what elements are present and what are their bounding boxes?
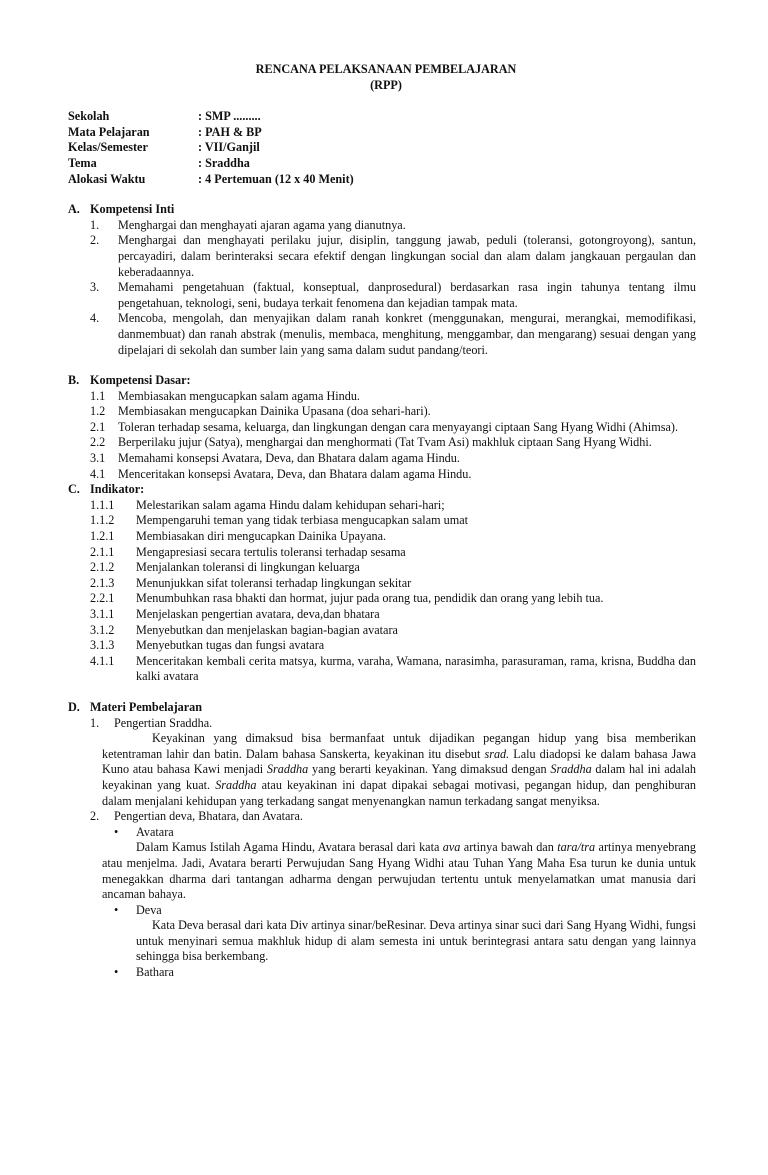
text-run: yang berarti keyakinan. Yang dimaksud dengan <box>308 762 551 777</box>
identity-label: Tema <box>68 155 97 170</box>
list-item <box>68 420 696 436</box>
text-run: Keyakinan yang dimaksud bisa bermanfaat untuk dijadikan pegangan hidup yang bisa memberikan ketentraman lahir dan batin. Dalam bahasa Sanskerta, keyakinan itu disebut <box>102 731 696 761</box>
item-text: Pengertian deva, Bhatara, dan Avatara. <box>114 809 303 824</box>
item-text: Toleran terhadap sesama, keluarga, dan lingkungan dengan cara menyayangi ciptaan Sang Hyang Widhi (Ahimsa). <box>118 419 678 434</box>
item-number: 3.1 <box>90 451 106 466</box>
item-text: Pengertian Sraddha. <box>114 715 213 730</box>
document-page <box>68 62 696 981</box>
list-item <box>68 218 696 234</box>
item-number: 2.1 <box>90 419 106 434</box>
bullet-deva <box>68 903 696 919</box>
item-text: Membiasakan mengucapkan salam agama Hindu. <box>118 388 360 403</box>
list-item <box>68 280 696 311</box>
item-number: 2.1.3 <box>90 575 115 590</box>
italic-term: Sraddha <box>215 777 257 792</box>
list-item <box>68 576 696 592</box>
list-item <box>68 529 696 545</box>
bullet-icon: • <box>114 965 119 980</box>
bullet-label: Deva <box>136 902 162 917</box>
identity-row-kelas <box>68 140 696 156</box>
list-item <box>68 451 696 467</box>
identity-value: : SMP ......... <box>198 109 261 124</box>
list-item <box>68 591 696 607</box>
item-number: 1.2.1 <box>90 529 115 544</box>
item-text: Menunjukkan sifat toleransi terhadap lingkungan sekitar <box>136 575 412 590</box>
item-text: Membiasakan mengucapkan Dainika Upasana (doa sehari-hari). <box>118 404 431 419</box>
item-number: 4.1.1 <box>90 653 115 668</box>
identity-row-sekolah <box>68 109 696 125</box>
italic-term: ava <box>442 840 461 855</box>
section-title: Materi Pembelajaran <box>90 699 203 714</box>
item-number: 1.1 <box>90 388 106 403</box>
title-line-2: (RPP) <box>370 77 402 92</box>
bullet-bathara <box>68 965 696 981</box>
item-number: 2. <box>90 809 100 824</box>
section-d-heading <box>68 700 696 716</box>
item-text: Memahami pengetahuan (faktual, konseptual, danprosedural) berdasarkan rasa ingin tahunya tentang ilmu pengetahuan, teknologi, seni, budaya terkait fenomena dan kejadian tampak mata. <box>118 280 696 310</box>
identity-value: : Sraddha <box>198 155 250 170</box>
section-c-heading <box>68 482 696 498</box>
italic-term: Sraddha <box>550 762 592 777</box>
item-text: Memahami konsepsi Avatara, Deva, dan Bhatara dalam agama Hindu. <box>118 451 460 466</box>
identity-value: : VII/Ganjil <box>198 140 260 155</box>
text-run: Kata Deva berasal dari kata Div artinya sinar/beResinar. Deva artinya sinar suci dari Sang Hyang Widhi, fungsi untuk menyinari semua makhluk hidup di alam semesta ini untuk berintegrasi antara satu dengan yang lainnya sehingga bisa berkembang. <box>136 918 696 964</box>
text-run: artinya bawah dan <box>460 840 558 855</box>
item-number: 3.1.2 <box>90 622 115 637</box>
bullet-icon: • <box>114 902 119 917</box>
section-letter: B. <box>68 373 80 388</box>
bullet-icon: • <box>114 824 119 839</box>
list-item <box>68 513 696 529</box>
item-text: Melestarikan salam agama Hindu dalam kehidupan sehari-hari; <box>136 497 445 512</box>
identity-row-mapel <box>68 125 696 141</box>
paragraph-deva <box>68 918 696 965</box>
item-number: 1.2 <box>90 404 106 419</box>
identity-label: Kelas/Semester <box>68 140 148 155</box>
identity-row-tema <box>68 156 696 172</box>
text-run: artinya menyebrang atau menjelma. Jadi, Avatara berarti Perwujudan Sang Hyang Widhi atau Tuhan Yang Maha Esa turun ke dunia untuk menegakkan dharma dari tantangan adharma dengan perwujudan tertentu untuk menyelamatkan umat manusia dari ancaman bahaya. <box>102 840 696 902</box>
item-text: Menceritakan konsepsi Avatara, Deva, dan Bhatara dalam agama Hindu. <box>118 466 472 481</box>
list-item <box>68 233 696 280</box>
subsection-heading <box>68 809 696 825</box>
list-item <box>68 498 696 514</box>
identity-label: Sekolah <box>68 109 110 124</box>
list-item <box>68 654 696 685</box>
identity-value: : PAH & BP <box>198 124 262 139</box>
text-run: Lalu diadopsi ke dalam bahasa Jawa Kuno atau bahasa Kawi menjadi <box>102 746 697 777</box>
text-run: dalam hal ini adalah keyakinan yang kuat. <box>102 762 696 792</box>
list-item <box>68 607 696 623</box>
item-number: 2.2 <box>90 435 106 450</box>
item-number: 2.1.2 <box>90 560 115 575</box>
item-number: 2.1.1 <box>90 544 115 559</box>
item-number: 4.1 <box>90 466 106 481</box>
item-number: 3.1.3 <box>90 638 115 653</box>
list-item <box>68 467 696 483</box>
text-run: atau keyakinan ini dapat dipakai sebagai motivasi, pegangan hidup, dan penghiburan dalam menjalani kehidupan yang terkadang sangat menyenangkan namun terkadang sangat menyiksa. <box>102 777 696 808</box>
section-letter: D. <box>68 699 80 714</box>
item-text: Menceritakan kembali cerita matsya, kurma, varaha, Wamana, narasimha, parasuraman, rama, krisna, Buddha dan kalki avatara <box>136 653 696 684</box>
list-item <box>68 404 696 420</box>
item-text: Mempengaruhi teman yang tidak terbiasa mengucapkan salam umat <box>136 513 468 528</box>
title-line-1: RENCANA PELAKSANAAN PEMBELAJARAN <box>255 62 517 76</box>
item-number: 3. <box>90 280 100 295</box>
item-number: 1.1.1 <box>90 497 115 512</box>
list-item <box>68 623 696 639</box>
section-b-heading <box>68 373 696 389</box>
identity-value: : 4 Pertemuan (12 x 40 Menit) <box>198 171 354 186</box>
item-number: 3.1.1 <box>90 607 115 621</box>
paragraph-sraddha <box>68 731 696 809</box>
item-text: Mencoba, mengolah, dan menyajikan dalam ranah konkret (menggunakan, mengurai, merangkai, memodifikasi, danmembuat) dan ranah abstrak (menulis, membaca, menghitung, menggambar, dan mengarang) sesuai dengan yang dipelajari di sekolah dan sumber lain yang sama dalam sudut pandang/teori. <box>118 311 696 357</box>
document-title <box>68 62 696 93</box>
italic-term: srad. <box>484 746 510 761</box>
bullet-label: Avatara <box>136 824 174 839</box>
item-text: Menjalankan toleransi di lingkungan keluarga <box>136 560 360 575</box>
item-text: Berperilaku jujur (Satya), menghargai dan menghormati (Tat Tvam Asi) makhluk ciptaan Sang Hyang Widhi. <box>118 435 652 450</box>
identity-table <box>68 109 696 187</box>
identity-label: Alokasi Waktu <box>68 171 146 186</box>
item-text: Menjelaskan pengertian avatara, deva,dan bhatara <box>136 607 380 621</box>
item-text: Menyebutkan dan menjelaskan bagian-bagian avatara <box>136 622 398 637</box>
identity-label: Mata Pelajaran <box>68 124 150 139</box>
italic-term: Sraddha <box>266 762 309 777</box>
identity-row-alokasi <box>68 172 696 188</box>
list-item <box>68 435 696 451</box>
item-text: Menumbuhkan rasa bhakti dan hormat, jujur pada orang tua, pendidik dan orang yang lebih tua. <box>136 591 604 606</box>
section-a-heading <box>68 202 696 218</box>
section-title: Kompetensi Dasar: <box>90 373 191 388</box>
item-number: 2. <box>90 233 100 248</box>
bullet-label: Bathara <box>136 965 174 980</box>
item-number: 1.1.2 <box>90 513 115 528</box>
text-run: Dalam Kamus Istilah Agama Hindu, Avatara berasal dari kata <box>136 840 443 855</box>
section-title: Indikator: <box>90 482 145 497</box>
bullet-avatara <box>68 825 696 841</box>
item-number: 1. <box>90 217 100 232</box>
list-item <box>68 560 696 576</box>
item-number: 2.2.1 <box>90 591 115 606</box>
section-letter: A. <box>68 202 80 217</box>
list-item <box>68 545 696 561</box>
section-letter: C. <box>68 482 80 497</box>
italic-term: tara/tra <box>557 840 596 855</box>
item-text: Membiasakan diri mengucapkan Dainika Upayana. <box>136 529 387 544</box>
item-text: Menghargai dan menghayati ajaran agama yang dianutnya. <box>118 217 406 232</box>
subsection-heading <box>68 716 696 732</box>
item-text: Menyebutkan tugas dan fungsi avatara <box>136 638 325 653</box>
item-text: Mengapresiasi secara tertulis toleransi terhadap sesama <box>136 544 406 559</box>
section-title: Kompetensi Inti <box>90 202 175 217</box>
list-item <box>68 311 696 358</box>
item-number: 1. <box>90 715 100 730</box>
list-item <box>68 638 696 654</box>
item-number: 4. <box>90 311 100 326</box>
item-text: Menghargai dan menghayati perilaku jujur, disiplin, tanggung jawab, peduli (toleransi, gotongroyong), santun, percayadiri, dalam berinteraksi secara efektif dengan lingkungan social dan alam dalam jangkauan pergaulan dan keberadaannya. <box>118 233 696 279</box>
paragraph-avatara <box>68 840 696 902</box>
list-item <box>68 389 696 405</box>
